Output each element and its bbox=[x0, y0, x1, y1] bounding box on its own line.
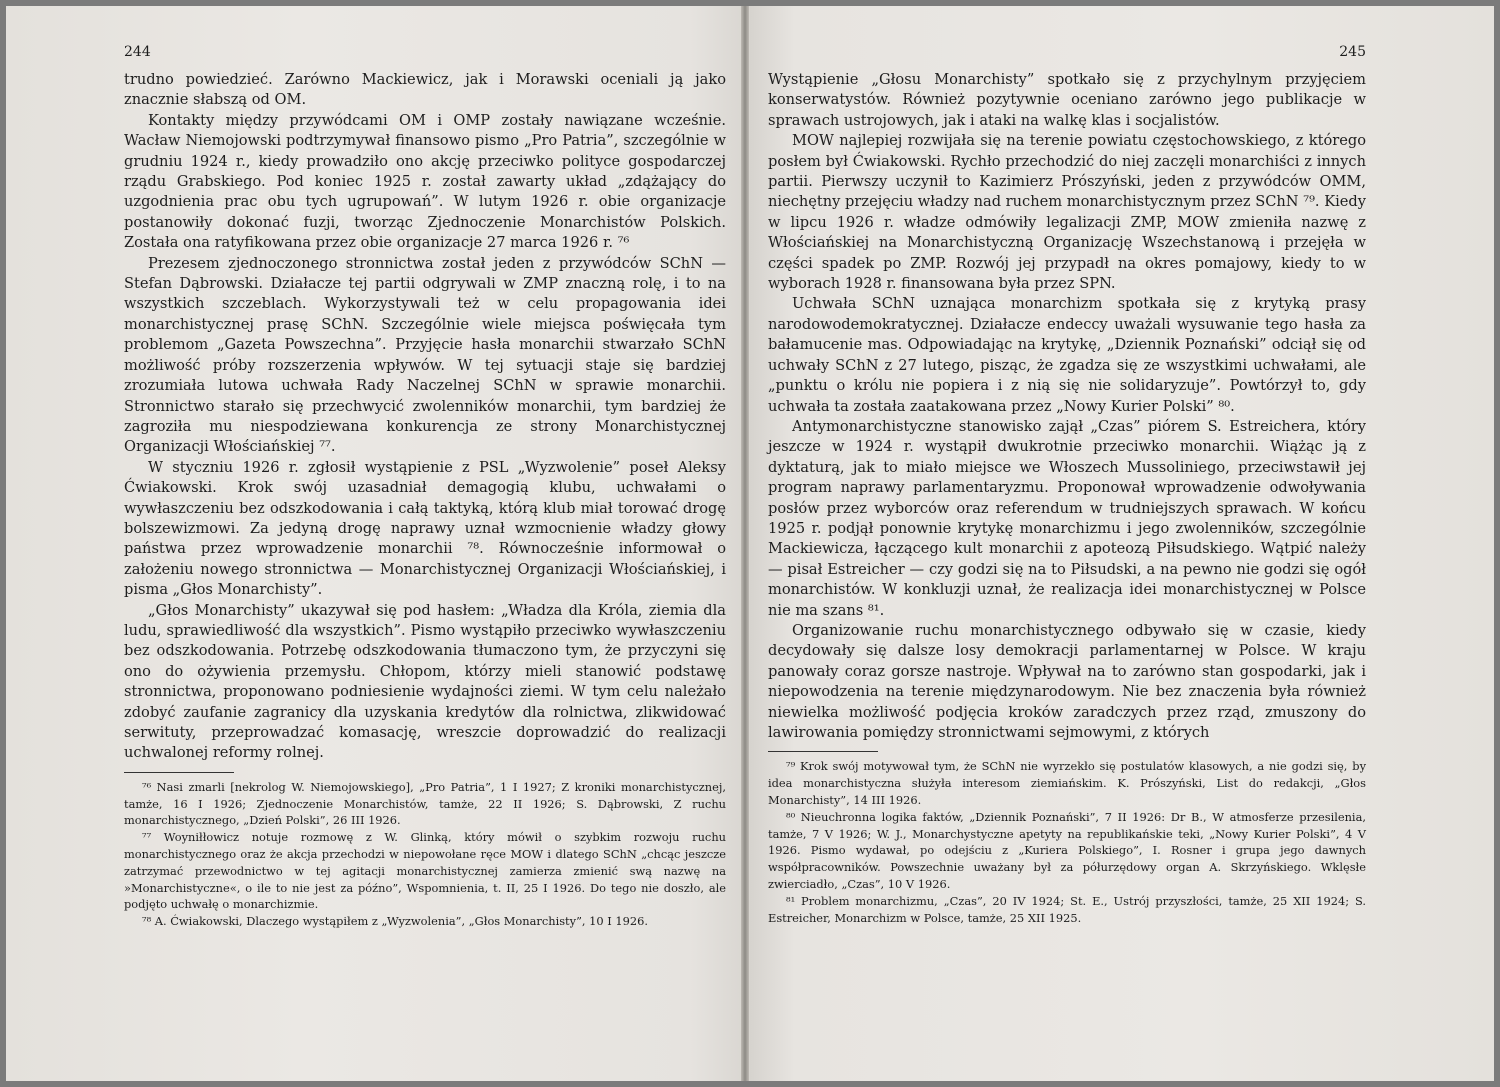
book-spread bbox=[6, 6, 1494, 1081]
main-text bbox=[124, 70, 726, 764]
footnote-rule bbox=[768, 751, 878, 752]
footnote-rule bbox=[124, 772, 234, 773]
left-page bbox=[6, 6, 750, 1081]
paragraph: Uchwała SChN uznająca monarchizm spotkała się z krytyką prasy narodowodemokratycznej. Działacze endeccy uważali wysuwanie tego hasła za bałamucenie mas. Odpowiadając na krytykę, „Dziennik Poznański” odciął się od uchwały SChN z 27 lutego, pisząc, że zgadza się ze wszystkimi uchwałami, ale „punktu o królu nie popiera i z nią się nie solidaryzuje”. Powtórzył to, gdy uchwała ta została zaatakowana przez „Nowy Kurier Polski” ⁸⁰. bbox=[768, 295, 1366, 415]
paragraph: „Głos Monarchisty” ukazywał się pod hasłem: „Władza dla Króla, ziemia dla ludu, sprawiedliwość dla wszystkich”. Pismo wystąpiło przeciwko wywłaszczeniu bez odszkodowania. Potrzebę odszkodowania tłumaczono tym, że przyczyni się ono do ożywienia przemysłu. Chłopom, którzy mieli stanowić podstawę stronnictwa, proponowano podniesienie wydajności ziemi. W tym celu należało zdobyć zaufanie zagranicy dla uzyskania kredytów dla rolnictwa, zlikwidować serwituty, przeprowadzać komasację, wreszcie doprowadzić do realizacji uchwalonej reformy rolnej. bbox=[124, 601, 726, 762]
footnotes bbox=[768, 758, 1366, 926]
paragraph: Prezesem zjednoczonego stronnictwa został jeden z przywódców SChN — Stefan Dąbrowski. Działacze tej partii odgrywali w ZMP znaczną rolę, i to na wszystkich szczeblach. Wykorzystywali też w celu propagowania idei monarchistycznej prasę SChN. Szczególnie wiele miejsca poświęcała tym problemom „Gazeta Powszechna”. Przyjęcie hasła monarchii stwarzało SChN możliwość próby rozszerzenia wpływów. W tej sytuacji staje się bardziej zrozumiała lutowa uchwała Rady Naczelnej SChN w sprawie monarchii. Stronnictwo starało się przechwycić zwolenników monarchii, tym bardziej że zagroziła mu niespodziewana konkurencja ze strony Monarchistycznej Organizacji Włościańskiej ⁷⁷. bbox=[124, 254, 726, 456]
book-gutter bbox=[741, 6, 749, 1081]
paragraph: W styczniu 1926 r. zgłosił wystąpienie z PSL „Wyzwolenie” poseł Aleksy Ćwiakowski. Krok swój uzasadniał demagogią klubu, uchwałami o wywłaszczeniu bez odszkodowania i całą taktyką, którą klub miał torować drogę bolszewizmowi. Za jedyną drogę naprawy uznał wzmocnienie władzy głowy państwa przez wprowadzenie monarchii ⁷⁸. Równocześnie informował o założeniu nowego stronnictwa — Monarchistycznej Organizacji Włościańskiej, i pisma „Głos Monarchisty”. bbox=[124, 458, 726, 599]
paragraph: Antymonarchistyczne stanowisko zajął „Czas” piórem S. Estreichera, który jeszcze w 1924 r. wystąpił dwukrotnie przeciwko monarchii. Wiążąc ją z dyktaturą, jak to miało miejsce we Włoszech Mussoliniego, przeciwstawił jej program naprawy parlamentaryzmu. Proponował wprowadzenie odwoływania posłów przez wyborców oraz referendum w trudniejszych sprawach. W końcu 1925 r. podjął ponownie krytykę monarchizmu i jego zwolenników, szczególnie Mackiewicza, łączącego kult monarchii z apoteozą Piłsudskiego. Wątpić należy — pisał Estreicher — czy godzi się na to Piłsudski, a na pewno nie godzi się ogół monarchistów. W konkluzji uznał, że realizacja idei monarchistycznej w Polsce nie ma szans ⁸¹. bbox=[768, 417, 1366, 619]
footnote: ⁷⁹ Krok swój motywował tym, że SChN nie wyrzekło się postulatów klasowych, a nie godzi się, by idea monarchistyczna służyła interesom ziemiańskim. K. Prószyński, List do redakcji, „Głos Monarchisty”, 14 III 1926. bbox=[768, 759, 1366, 807]
footnote: ⁸¹ Problem monarchizmu, „Czas”, 20 IV 1924; St. E., Ustrój przyszłości, tamże, 25 XII 1924; S. Estreicher, Monarchizm w Polsce, tamże, 25 XII 1925. bbox=[768, 893, 1366, 925]
footnote: ⁷⁶ Nasi zmarli [nekrolog W. Niemojowskiego], „Pro Patria”, 1 I 1927; Z kroniki monarchistycznej, tamże, 16 I 1926; Zjednoczenie Monarchistów, tamże, 22 II 1926; S. Dąbrowski, Z ruchu monarchistycznego, „Dzień Polski”, 26 III 1926. bbox=[124, 779, 726, 828]
page-number: 245 bbox=[1339, 44, 1366, 60]
footnote: ⁷⁸ A. Ćwiakowski, Dlaczego wystąpiłem z „Wyzwolenia”, „Głos Monarchisty”, 10 I 1926. bbox=[142, 914, 648, 929]
right-page bbox=[750, 6, 1494, 1081]
page-number: 244 bbox=[124, 44, 151, 60]
footnote: ⁸⁰ Nieuchronna logika faktów, „Dziennik Poznański”, 7 II 1926: Dr B., W atmosferze przesilenia, tamże, 7 V 1926; W. J., Monarchystyczne apetyty na republikańskie teki, „Nowy Kurier Polski”, 4 V 1926. Pismo wydawał, po odejściu z „Kuriera Polskiego”, I. Rosner i grupa jego dawnych współpracowników. Powszechnie uważany był za półurzędowy organ A. Skrzyńskiego. Wklęsłe zwierciadło, „Czas”, 10 V 1926. bbox=[768, 809, 1366, 891]
paragraph: Wystąpienie „Głosu Monarchisty” spotkało się z przychylnym przyjęciem konserwatystów. Również pozytywnie oceniano zarówno jego publikacje w sprawach ustrojowych, jak i ataki na walkę klas i socjalistów. bbox=[768, 71, 1366, 129]
footnotes bbox=[124, 779, 726, 930]
paragraph: MOW najlepiej rozwijała się na terenie powiatu częstochowskiego, z którego posłem był Ćwiakowski. Rychło przechodzić do niej zaczęli monarchiści z innych partii. Pierwszy uczynił to Kazimierz Prószyński, jeden z przywódców OMM, niechętny przejęciu władzy nad ruchem monarchistycznym przez SChN ⁷⁹. Kiedy w lipcu 1926 r. władze odmówiły legalizacji ZMP, MOW zmieniła nazwę z Włościańskiej na Monarchistyczną Organizację Wszechstanową i przejęła w części spadek po ZMP. Rozwój jej przypadł na okres pomajowy, kiedy to w wyborach 1928 r. finansowana była przez SPN. bbox=[768, 132, 1366, 293]
footnote: ⁷⁷ Woyniłłowicz notuje rozmowę z W. Glinką, który mówił o szybkim rozwoju ruchu monarchistycznego oraz że akcja przechodzi w niepowołane ręce MOW i dlatego SChN „chcąc jeszcze zatrzymać przewodnictwo w tej agitacji monarchistycznej zamierza zmienić swą nazwę na »Monarchistyczne«, o ile to nie jest za późno”, Wspomnienia, t. II, 25 I 1926. Do tego nie doszło, ale podjęto uchwałę o monarchizmie. bbox=[124, 830, 726, 912]
paragraph: trudno powiedzieć. Zarówno Mackiewicz, jak i Morawski oceniali ją jako znacznie słabszą od OM. bbox=[124, 71, 726, 109]
main-text bbox=[768, 70, 1366, 743]
paragraph: Organizowanie ruchu monarchistycznego odbywało się w czasie, kiedy decydowały się dalsze losy demokracji parlamentarnej w Polsce. W kraju panowały coraz gorsze nastroje. Wpływał na to zarówno stan gospodarki, jak i niepowodzenia na terenie międzynarodowym. Nie bez znaczenia była również niewielka możliwość podjęcia kroków zaradczych przez rząd, zmuszony do lawirowania pomiędzy stronnictwami sejmowymi, z których bbox=[768, 621, 1366, 741]
paragraph: Kontakty między przywódcami OM i OMP zostały nawiązane wcześnie. Wacław Niemojowski podtrzymywał finansowo pismo „Pro Patria”, szczególnie w grudniu 1924 r., kiedy prowadziło ono akcję przeciwko polityce gospodarczej rządu Grabskiego. Pod koniec 1925 r. został zawarty układ „zdążający do uzgodnienia prac obu tych ugrupowań”. W lutym 1926 r. obie organizacje postanowiły dokonać fuzji, tworząc Zjednoczenie Monarchistów Polskich. Została ona ratyfikowana przez obie organizacje 27 marca 1926 r. ⁷⁶ bbox=[124, 111, 726, 252]
